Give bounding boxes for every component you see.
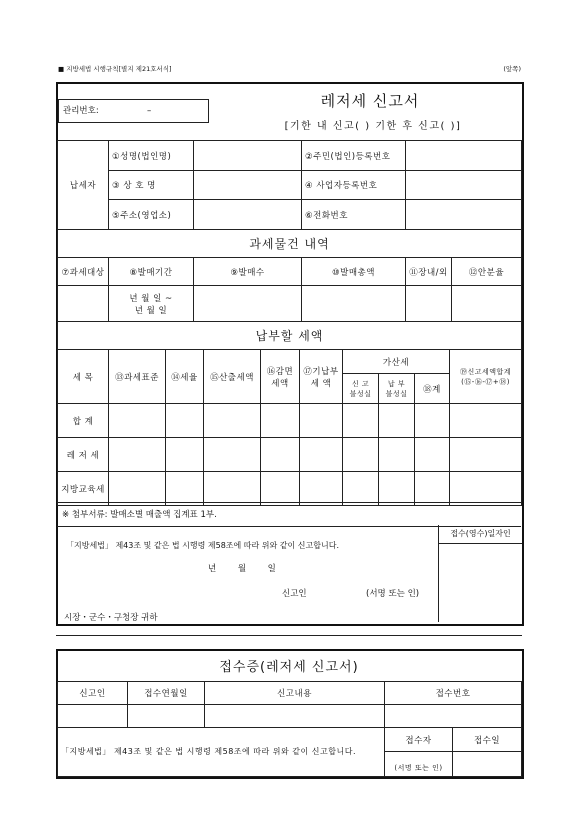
col-tax-item: 세 목	[58, 350, 109, 404]
form-title: 레저세 신고서	[320, 92, 420, 110]
cell[interactable]	[300, 438, 343, 472]
trade-name-field[interactable]	[194, 171, 302, 200]
table-row	[58, 404, 522, 438]
cell[interactable]	[379, 404, 415, 438]
col-total-line1: ⑲신고세액합계	[459, 367, 512, 376]
cell[interactable]	[450, 472, 522, 506]
col-total-line2: (⑮-⑯-⑰+⑱)	[461, 377, 510, 386]
address-label: ⑤주소(영업소)	[109, 200, 194, 230]
receipt-receive-date-label: 접수일	[453, 728, 522, 752]
cell[interactable]	[204, 472, 261, 506]
form-reference: ■ 지방세법 시행규칙[별지 제21호서식]	[58, 65, 172, 73]
cell[interactable]	[379, 472, 415, 506]
cell[interactable]	[204, 404, 261, 438]
sale-count-field[interactable]	[194, 286, 302, 322]
addressee: 시장・군수・구청장 귀하	[64, 613, 158, 623]
col-sale-count: ⑨발매수	[194, 258, 302, 286]
receipt-col-content: 신고내용	[205, 682, 385, 705]
page-side-label: (앞쪽)	[503, 65, 521, 73]
col-sale-period: ⑧발매기간	[109, 258, 194, 286]
col-prepaid-tax	[300, 350, 343, 404]
taxable-items-table	[57, 229, 522, 322]
receipt-col-reporter: 신고인	[58, 682, 128, 705]
receipt-table	[57, 681, 522, 777]
receipt-stamp-label: 접수(영수)일자인	[439, 525, 522, 544]
receipt-col-number: 접수번호	[385, 682, 522, 705]
cell[interactable]	[166, 404, 204, 438]
cell[interactable]	[204, 438, 261, 472]
cell[interactable]	[109, 404, 166, 438]
receipt-title: 접수증(레저세 신고서)	[219, 660, 359, 675]
sale-total-field[interactable]	[302, 286, 406, 322]
col-payment-penalty-line2: 불성실	[385, 389, 408, 398]
cell[interactable]	[166, 438, 204, 472]
cell[interactable]	[300, 472, 343, 506]
tax-payable-table	[57, 321, 522, 506]
management-number-label: 관리번호:	[63, 106, 99, 116]
table-row	[58, 438, 522, 472]
sale-period-start: 년 월 일 ~	[129, 293, 173, 304]
row-label-total: 합 계	[58, 404, 109, 438]
receipt-stamp-box[interactable]	[438, 525, 522, 622]
receipt-reporter-field[interactable]	[58, 705, 128, 728]
name-label: ①성명(법인명)	[109, 141, 194, 171]
attachment-row	[57, 502, 521, 527]
declaration-text: 「지방세법」 제43조 및 같은 법 시행령 제58조에 따라 위와 같이 신고합니다.	[66, 541, 339, 550]
phone-label: ⑥전화번호	[302, 200, 406, 230]
management-number-box[interactable]	[58, 99, 209, 123]
col-total-declared-tax	[450, 350, 522, 404]
col-additional-tax: 가산세	[343, 350, 450, 374]
col-report-penalty-line2: 불성실	[349, 389, 372, 398]
section-tax-payable-title: 납부할 세액	[58, 322, 522, 350]
receipt-number-field[interactable]	[385, 705, 522, 728]
cell[interactable]	[450, 438, 522, 472]
col-prepaid-tax-line2: 세 액	[310, 378, 332, 389]
cell[interactable]	[450, 404, 522, 438]
col-additional-sum: ⑱계	[415, 374, 450, 404]
taxpayer-label: 납세자	[58, 141, 109, 230]
col-taxable-object: ⑦과세대상	[58, 258, 109, 286]
cell[interactable]	[166, 472, 204, 506]
trade-name-label: ③ 상 호 명	[109, 171, 194, 200]
business-number-label: ④ 사업자등록번호	[302, 171, 406, 200]
col-calculated-tax: ⑮산출세액	[204, 350, 261, 404]
taxable-object-field[interactable]	[58, 286, 109, 322]
col-venue-inout: ⑪장내/외	[406, 258, 452, 286]
cell[interactable]	[415, 438, 450, 472]
address-field[interactable]	[194, 200, 302, 230]
cut-line	[56, 635, 522, 636]
section-taxable-items-title: 과세물건 내역	[58, 230, 522, 258]
rrn-field[interactable]	[406, 141, 522, 171]
declaration-date: 년 월 일	[208, 564, 276, 574]
receipt-col-date: 접수연월일	[128, 682, 205, 705]
attachment-note: ※ 첨부서류: 발매소별 매출액 집계표 1부.	[62, 510, 217, 520]
col-report-penalty-line1: 신 고	[351, 379, 370, 388]
filing-type: [기한 내 신고( ) 기한 후 신고( )]	[284, 121, 462, 132]
receipt-date-field[interactable]	[128, 705, 205, 728]
col-tax-base: ⑬과세표준	[109, 350, 166, 404]
reporter-signature[interactable]: (서명 또는 인)	[366, 589, 420, 599]
sale-period-field[interactable]	[109, 286, 194, 322]
business-number-field[interactable]	[406, 171, 522, 200]
col-reduced-tax	[261, 350, 300, 404]
cell[interactable]	[415, 472, 450, 506]
sale-period-end: 년 월 일	[134, 305, 168, 316]
col-tax-rate: ⑭세율	[166, 350, 204, 404]
receipt-receiver-label: 접수자	[385, 728, 453, 752]
cell[interactable]	[109, 472, 166, 506]
allocation-rate-field[interactable]	[452, 286, 522, 322]
col-payment-penalty-line1: 납 부	[387, 379, 406, 388]
cell[interactable]	[343, 404, 379, 438]
col-prepaid-tax-line1: ⑰기납부	[303, 366, 339, 377]
row-label-education-tax: 지방교육세	[58, 472, 109, 506]
col-sale-total: ⑩발매총액	[302, 258, 406, 286]
receipt-receiver-signature[interactable]: (서명 또는 인)	[385, 752, 453, 777]
venue-field[interactable]	[406, 286, 452, 322]
col-allocation-rate: ⑫안분율	[452, 258, 522, 286]
receipt-content-field[interactable]	[205, 705, 385, 728]
col-payment-penalty	[379, 374, 415, 404]
cell[interactable]	[261, 438, 300, 472]
cell[interactable]	[109, 438, 166, 472]
receipt-declaration: 「지방세법」 제43조 및 같은 법 시행령 제58조에 따라 위와 같이 신고합니다.	[58, 728, 385, 777]
phone-field[interactable]	[406, 200, 522, 230]
col-report-penalty	[343, 374, 379, 404]
taxpayer-table	[57, 140, 522, 230]
management-number-dash: –	[147, 106, 152, 116]
col-reduced-tax-line1: ⑯감면	[266, 366, 294, 377]
col-reduced-tax-line2: 세액	[271, 378, 289, 389]
reporter-label: 신고인	[282, 589, 307, 599]
cell[interactable]	[261, 472, 300, 506]
table-row	[58, 472, 522, 506]
receipt-receive-date-field[interactable]	[453, 752, 522, 777]
row-label-leisure-tax: 레 저 세	[58, 438, 109, 472]
cell[interactable]	[343, 472, 379, 506]
cell[interactable]	[300, 404, 343, 438]
cell[interactable]	[261, 404, 300, 438]
cell[interactable]	[343, 438, 379, 472]
cell[interactable]	[415, 404, 450, 438]
name-field[interactable]	[194, 141, 302, 171]
cell[interactable]	[379, 438, 415, 472]
rrn-label: ②주민(법인)등록번호	[302, 141, 406, 171]
